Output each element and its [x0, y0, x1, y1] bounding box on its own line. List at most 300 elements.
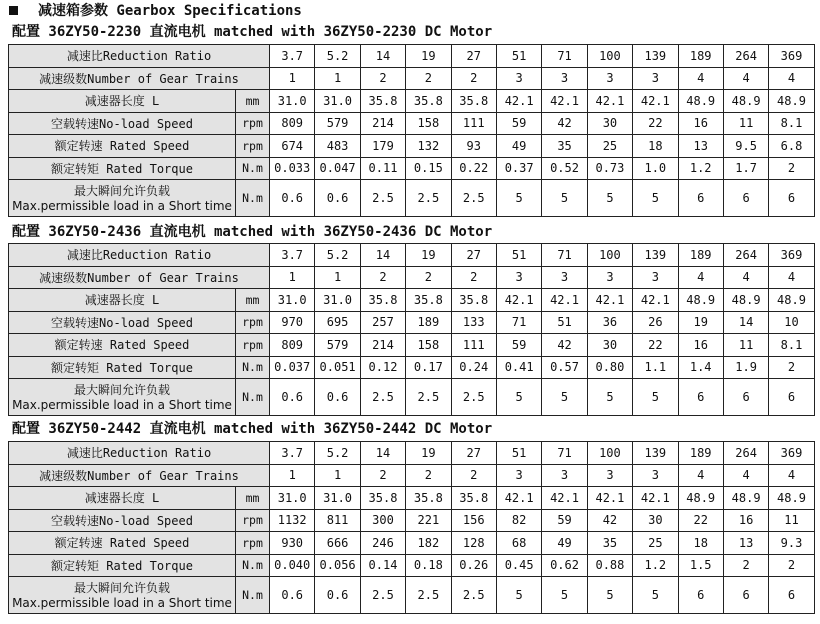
value-cell: 246	[360, 532, 405, 555]
value-cell: 8.1	[769, 334, 814, 357]
value-cell: 3.7	[270, 45, 315, 68]
value-cell: 4	[723, 266, 768, 289]
value-cell: 158	[406, 112, 451, 135]
value-cell: 42.1	[587, 289, 632, 312]
value-cell: 4	[769, 266, 814, 289]
value-cell: 5.2	[315, 442, 360, 465]
value-cell: 2	[769, 157, 814, 180]
value-cell: 0.45	[496, 554, 541, 577]
value-cell: 5.2	[315, 244, 360, 267]
value-cell: 0.88	[587, 554, 632, 577]
value-cell: 0.12	[360, 356, 405, 379]
row-label-cn: 最大瞬间允许负载	[73, 382, 170, 397]
value-cell: 19	[406, 244, 451, 267]
value-cell: 71	[542, 244, 587, 267]
value-cell: 1.2	[633, 554, 678, 577]
value-cell: 35.8	[360, 90, 405, 113]
row-label: 减速级数Number of Gear Trains	[9, 67, 270, 90]
row-label-en: Max.permissible load in a Short time	[12, 198, 232, 213]
row-label: 空载转速No-load Speed	[9, 509, 236, 532]
value-cell: 6	[678, 180, 723, 217]
value-cell: 2	[360, 266, 405, 289]
value-cell: 11	[723, 112, 768, 135]
value-cell: 6.8	[769, 135, 814, 158]
value-cell: 5	[542, 577, 587, 614]
unit-cell: N.m	[236, 577, 270, 614]
value-cell: 300	[360, 509, 405, 532]
unit-cell: N.m	[236, 356, 270, 379]
section-heading: 配置 36ZY50-2436 直流电机 matched with 36ZY50-2436 DC Motor	[12, 224, 493, 240]
value-cell: 42.1	[542, 90, 587, 113]
value-cell: 31.0	[315, 487, 360, 510]
value-cell: 2.5	[360, 577, 405, 614]
page-title	[6, 1, 302, 21]
value-cell: 51	[496, 45, 541, 68]
rated-torque-row	[9, 356, 815, 379]
max-load-row	[9, 180, 815, 217]
value-cell: 14	[360, 442, 405, 465]
value-cell: 0.040	[270, 554, 315, 577]
gear-trains-row	[9, 266, 815, 289]
value-cell: 27	[451, 45, 496, 68]
value-cell: 6	[678, 577, 723, 614]
value-cell: 11	[723, 334, 768, 357]
value-cell: 0.6	[315, 379, 360, 416]
value-cell: 51	[496, 442, 541, 465]
unit-cell: rpm	[236, 112, 270, 135]
value-cell: 674	[270, 135, 315, 158]
row-label-en: Max.permissible load in a Short time	[12, 595, 232, 610]
value-cell: 30	[587, 112, 632, 135]
value-cell: 3	[542, 266, 587, 289]
value-cell: 14	[360, 244, 405, 267]
value-cell: 5	[633, 379, 678, 416]
value-cell: 35.8	[406, 90, 451, 113]
value-cell: 42.1	[496, 289, 541, 312]
value-cell: 8.1	[769, 112, 814, 135]
value-cell: 579	[315, 334, 360, 357]
value-cell: 1	[270, 266, 315, 289]
page-title-text: 减速箱参数 Gearbox Specifications	[38, 3, 302, 19]
value-cell: 42.1	[496, 90, 541, 113]
value-cell: 35	[587, 532, 632, 555]
value-cell: 48.9	[678, 90, 723, 113]
value-cell: 189	[678, 45, 723, 68]
value-cell: 59	[496, 112, 541, 135]
value-cell: 695	[315, 311, 360, 334]
row-label: 减速级数Number of Gear Trains	[9, 266, 270, 289]
row-label: 减速器长度 L	[9, 90, 236, 113]
value-cell: 0.80	[587, 356, 632, 379]
value-cell: 4	[678, 67, 723, 90]
value-cell: 1	[315, 464, 360, 487]
value-cell: 3.7	[270, 442, 315, 465]
value-cell: 811	[315, 509, 360, 532]
row-label: 减速级数Number of Gear Trains	[9, 464, 270, 487]
value-cell: 35.8	[360, 289, 405, 312]
value-cell: 809	[270, 112, 315, 135]
value-cell: 100	[587, 442, 632, 465]
value-cell: 158	[406, 334, 451, 357]
value-cell: 2	[360, 67, 405, 90]
value-cell: 42.1	[542, 487, 587, 510]
value-cell: 1	[315, 266, 360, 289]
value-cell: 2	[451, 67, 496, 90]
value-cell: 483	[315, 135, 360, 158]
value-cell: 930	[270, 532, 315, 555]
value-cell: 35.8	[406, 487, 451, 510]
value-cell: 51	[542, 311, 587, 334]
value-cell: 1.4	[678, 356, 723, 379]
value-cell: 48.9	[678, 289, 723, 312]
value-cell: 5	[496, 577, 541, 614]
max-load-row	[9, 379, 815, 416]
gear-trains-row	[9, 464, 815, 487]
value-cell: 3	[542, 464, 587, 487]
value-cell: 6	[769, 180, 814, 217]
value-cell: 3	[587, 464, 632, 487]
value-cell: 1	[315, 67, 360, 90]
unit-cell: mm	[236, 487, 270, 510]
value-cell: 59	[542, 509, 587, 532]
value-cell: 9.3	[769, 532, 814, 555]
value-cell: 111	[451, 334, 496, 357]
value-cell: 1.0	[633, 157, 678, 180]
unit-cell: rpm	[236, 334, 270, 357]
value-cell: 5.2	[315, 45, 360, 68]
value-cell: 0.62	[542, 554, 587, 577]
value-cell: 51	[496, 244, 541, 267]
value-cell: 2.5	[451, 577, 496, 614]
value-cell: 71	[496, 311, 541, 334]
value-cell: 0.18	[406, 554, 451, 577]
value-cell: 0.6	[270, 577, 315, 614]
value-cell: 132	[406, 135, 451, 158]
value-cell: 100	[587, 244, 632, 267]
value-cell: 31.0	[315, 289, 360, 312]
value-cell: 4	[678, 266, 723, 289]
value-cell: 2	[769, 356, 814, 379]
value-cell: 93	[451, 135, 496, 158]
value-cell: 2.5	[451, 379, 496, 416]
value-cell: 42	[542, 112, 587, 135]
value-cell: 0.6	[270, 180, 315, 217]
value-cell: 139	[633, 45, 678, 68]
value-cell: 0.37	[496, 157, 541, 180]
value-cell: 579	[315, 112, 360, 135]
unit-cell: rpm	[236, 311, 270, 334]
value-cell: 18	[633, 135, 678, 158]
reduction-ratio-row	[9, 442, 815, 465]
value-cell: 257	[360, 311, 405, 334]
value-cell: 2.5	[406, 577, 451, 614]
value-cell: 5	[587, 379, 632, 416]
row-label: 减速器长度 L	[9, 289, 236, 312]
value-cell: 264	[723, 244, 768, 267]
value-cell: 0.047	[315, 157, 360, 180]
value-cell: 27	[451, 244, 496, 267]
value-cell: 35.8	[360, 487, 405, 510]
value-cell: 59	[496, 334, 541, 357]
value-cell: 48.9	[769, 487, 814, 510]
row-label-en: Max.permissible load in a Short time	[12, 397, 232, 412]
value-cell: 1	[270, 67, 315, 90]
section-heading: 配置 36ZY50-2230 直流电机 matched with 36ZY50-2230 DC Motor	[12, 24, 493, 40]
spec-table	[8, 441, 815, 614]
row-label	[9, 180, 236, 217]
value-cell: 2	[451, 266, 496, 289]
value-cell: 2	[723, 554, 768, 577]
value-cell: 18	[678, 532, 723, 555]
value-cell: 13	[723, 532, 768, 555]
value-cell: 16	[678, 112, 723, 135]
value-cell: 30	[587, 334, 632, 357]
value-cell: 6	[723, 379, 768, 416]
row-label: 减速比Reduction Ratio	[9, 45, 270, 68]
value-cell: 0.73	[587, 157, 632, 180]
value-cell: 35.8	[406, 289, 451, 312]
value-cell: 0.056	[315, 554, 360, 577]
value-cell: 27	[451, 442, 496, 465]
unit-cell: N.m	[236, 554, 270, 577]
value-cell: 82	[496, 509, 541, 532]
value-cell: 214	[360, 334, 405, 357]
value-cell: 970	[270, 311, 315, 334]
spec-table	[8, 44, 815, 217]
value-cell: 189	[406, 311, 451, 334]
value-cell: 48.9	[769, 289, 814, 312]
value-cell: 16	[723, 509, 768, 532]
value-cell: 31.0	[270, 487, 315, 510]
value-cell: 156	[451, 509, 496, 532]
row-label: 额定转速 Rated Speed	[9, 334, 236, 357]
value-cell: 26	[633, 311, 678, 334]
value-cell: 19	[406, 442, 451, 465]
value-cell: 9.5	[723, 135, 768, 158]
value-cell: 139	[633, 442, 678, 465]
row-label: 减速比Reduction Ratio	[9, 442, 270, 465]
value-cell: 1.2	[678, 157, 723, 180]
value-cell: 5	[587, 577, 632, 614]
value-cell: 35.8	[451, 289, 496, 312]
row-label: 空载转速No-load Speed	[9, 112, 236, 135]
rated-torque-row	[9, 554, 815, 577]
value-cell: 22	[633, 334, 678, 357]
row-label: 减速比Reduction Ratio	[9, 244, 270, 267]
value-cell: 31.0	[315, 90, 360, 113]
value-cell: 5	[633, 180, 678, 217]
value-cell: 0.15	[406, 157, 451, 180]
value-cell: 48.9	[723, 289, 768, 312]
value-cell: 16	[678, 334, 723, 357]
value-cell: 25	[633, 532, 678, 555]
value-cell: 3	[496, 464, 541, 487]
value-cell: 71	[542, 45, 587, 68]
value-cell: 6	[678, 379, 723, 416]
value-cell: 6	[723, 577, 768, 614]
value-cell: 0.24	[451, 356, 496, 379]
row-label	[9, 379, 236, 416]
value-cell: 42	[587, 509, 632, 532]
row-label: 额定转速 Rated Speed	[9, 135, 236, 158]
value-cell: 48.9	[723, 90, 768, 113]
value-cell: 6	[723, 180, 768, 217]
unit-cell: N.m	[236, 379, 270, 416]
unit-cell: mm	[236, 90, 270, 113]
bullet-square-icon	[9, 6, 18, 15]
value-cell: 2.5	[406, 180, 451, 217]
value-cell: 35.8	[451, 90, 496, 113]
reduction-ratio-row	[9, 45, 815, 68]
value-cell: 5	[496, 379, 541, 416]
value-cell: 2	[406, 67, 451, 90]
value-cell: 100	[587, 45, 632, 68]
value-cell: 6	[769, 577, 814, 614]
noload-speed-row	[9, 509, 815, 532]
value-cell: 42.1	[542, 289, 587, 312]
value-cell: 36	[587, 311, 632, 334]
value-cell: 0.11	[360, 157, 405, 180]
row-label: 额定转矩 Rated Torque	[9, 157, 236, 180]
value-cell: 22	[633, 112, 678, 135]
noload-speed-row	[9, 311, 815, 334]
value-cell: 2	[451, 464, 496, 487]
row-label: 额定转矩 Rated Torque	[9, 356, 236, 379]
value-cell: 0.6	[270, 379, 315, 416]
gearbox-length-row	[9, 487, 815, 510]
value-cell: 2.5	[406, 379, 451, 416]
value-cell: 6	[769, 379, 814, 416]
value-cell: 1.7	[723, 157, 768, 180]
value-cell: 10	[769, 311, 814, 334]
value-cell: 111	[451, 112, 496, 135]
value-cell: 2.5	[360, 180, 405, 217]
value-cell: 4	[723, 464, 768, 487]
value-cell: 71	[542, 442, 587, 465]
value-cell: 809	[270, 334, 315, 357]
value-cell: 14	[360, 45, 405, 68]
value-cell: 31.0	[270, 289, 315, 312]
value-cell: 48.9	[678, 487, 723, 510]
value-cell: 2.5	[360, 379, 405, 416]
spec-table	[8, 243, 815, 416]
value-cell: 0.033	[270, 157, 315, 180]
value-cell: 3	[542, 67, 587, 90]
value-cell: 13	[678, 135, 723, 158]
value-cell: 369	[769, 244, 814, 267]
value-cell: 0.22	[451, 157, 496, 180]
value-cell: 1.5	[678, 554, 723, 577]
section-heading: 配置 36ZY50-2442 直流电机 matched with 36ZY50-2442 DC Motor	[12, 421, 493, 437]
value-cell: 369	[769, 45, 814, 68]
value-cell: 189	[678, 442, 723, 465]
value-cell: 19	[678, 311, 723, 334]
value-cell: 3	[633, 266, 678, 289]
value-cell: 182	[406, 532, 451, 555]
value-cell: 3	[633, 464, 678, 487]
value-cell: 128	[451, 532, 496, 555]
row-label: 减速器长度 L	[9, 487, 236, 510]
gearbox-length-row	[9, 90, 815, 113]
unit-cell: rpm	[236, 509, 270, 532]
row-label: 空载转速No-load Speed	[9, 311, 236, 334]
row-label-cn: 最大瞬间允许负载	[73, 580, 170, 595]
gear-trains-row	[9, 67, 815, 90]
value-cell: 42.1	[587, 90, 632, 113]
value-cell: 25	[587, 135, 632, 158]
unit-cell: N.m	[236, 157, 270, 180]
value-cell: 189	[678, 244, 723, 267]
value-cell: 0.26	[451, 554, 496, 577]
rated-speed-row	[9, 334, 815, 357]
value-cell: 1.9	[723, 356, 768, 379]
rated-torque-row	[9, 157, 815, 180]
value-cell: 35	[542, 135, 587, 158]
max-load-row	[9, 577, 815, 614]
unit-cell: rpm	[236, 135, 270, 158]
value-cell: 0.051	[315, 356, 360, 379]
value-cell: 14	[723, 311, 768, 334]
value-cell: 264	[723, 442, 768, 465]
value-cell: 0.41	[496, 356, 541, 379]
value-cell: 179	[360, 135, 405, 158]
value-cell: 133	[451, 311, 496, 334]
value-cell: 214	[360, 112, 405, 135]
value-cell: 68	[496, 532, 541, 555]
value-cell: 3	[496, 67, 541, 90]
value-cell: 0.57	[542, 356, 587, 379]
value-cell: 3	[496, 266, 541, 289]
value-cell: 48.9	[769, 90, 814, 113]
unit-cell: N.m	[236, 180, 270, 217]
value-cell: 0.14	[360, 554, 405, 577]
value-cell: 0.037	[270, 356, 315, 379]
value-cell: 4	[723, 67, 768, 90]
value-cell: 1.1	[633, 356, 678, 379]
value-cell: 139	[633, 244, 678, 267]
row-label: 额定转速 Rated Speed	[9, 532, 236, 555]
value-cell: 5	[542, 379, 587, 416]
value-cell: 35.8	[451, 487, 496, 510]
value-cell: 1	[270, 464, 315, 487]
value-cell: 3.7	[270, 244, 315, 267]
gearbox-length-row	[9, 289, 815, 312]
value-cell: 30	[633, 509, 678, 532]
value-cell: 4	[769, 67, 814, 90]
value-cell: 369	[769, 442, 814, 465]
value-cell: 4	[678, 464, 723, 487]
value-cell: 2.5	[451, 180, 496, 217]
value-cell: 0.17	[406, 356, 451, 379]
value-cell: 3	[633, 67, 678, 90]
value-cell: 0.6	[315, 180, 360, 217]
value-cell: 31.0	[270, 90, 315, 113]
value-cell: 42.1	[587, 487, 632, 510]
value-cell: 5	[633, 577, 678, 614]
value-cell: 42.1	[633, 289, 678, 312]
value-cell: 5	[542, 180, 587, 217]
value-cell: 49	[496, 135, 541, 158]
value-cell: 2	[769, 554, 814, 577]
value-cell: 5	[496, 180, 541, 217]
value-cell: 0.52	[542, 157, 587, 180]
value-cell: 0.6	[315, 577, 360, 614]
value-cell: 49	[542, 532, 587, 555]
value-cell: 1132	[270, 509, 315, 532]
value-cell: 2	[406, 266, 451, 289]
value-cell: 4	[769, 464, 814, 487]
value-cell: 11	[769, 509, 814, 532]
